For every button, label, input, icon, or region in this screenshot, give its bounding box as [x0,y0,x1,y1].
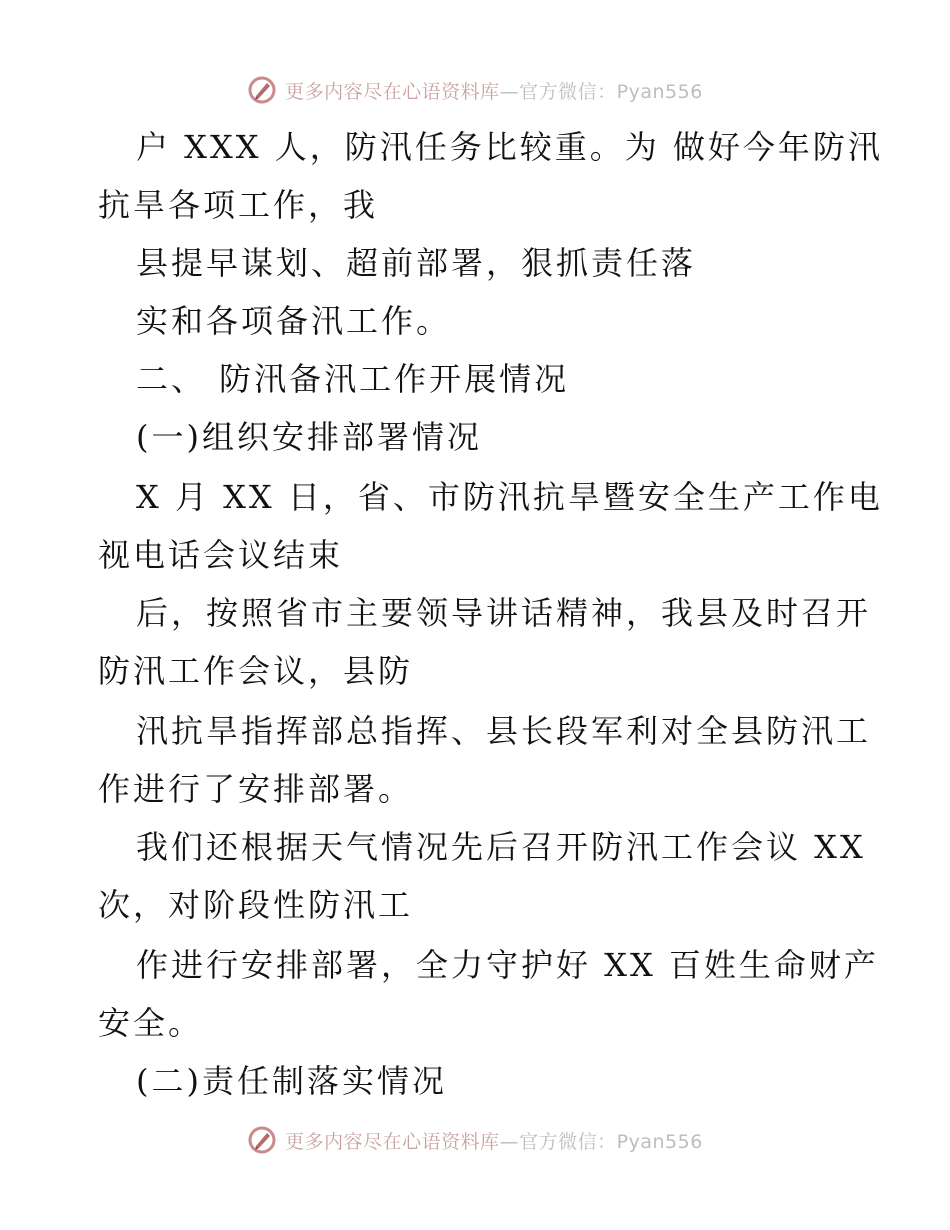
body-line: 县提早谋划、超前部署，狠抓责任落 [136,244,697,282]
body-line: 抗旱各项工作，我 [98,186,379,224]
watermark-main-text: 更多内容尽在心语资料库 [285,1130,500,1153]
body-line: 汛抗旱指挥部总指挥、县长段军利对全县防汛工 [136,712,872,750]
body-line: X 月 XX 日，省、市防汛抗旱暨安全生产工作电 [136,478,883,516]
footer-watermark [0,1120,950,1160]
pen-circle-logo-icon [247,1125,277,1155]
body-line: 后，按照省市主要领导讲话精神，我县及时召开 [136,594,872,632]
section-heading: 二、 防汛备汛工作开展情况 [136,360,570,398]
body-line: 户 XXX 人，防汛任务比较重。为 做好今年防汛 [136,128,883,166]
body-line: 防汛工作会议，县防 [98,652,414,690]
subsection-heading: (二)责任制落实情况 [136,1062,447,1100]
subsection-heading: (一)组织安排部署情况 [136,418,482,456]
body-line: 次，对阶段性防汛工 [98,886,414,924]
watermark-sub-text: —官方微信：Pyan556 [499,80,703,103]
body-line: 作进行了安排部署。 [98,770,414,808]
watermark-main-text: 更多内容尽在心语资料库 [285,80,500,103]
body-line: 视电话会议结束 [98,536,344,574]
body-line: 安全。 [98,1004,204,1042]
body-line: 作进行安排部署，全力守护好 XX 百姓生命财产 [136,946,879,984]
body-line: 实和各项备汛工作。 [136,302,452,340]
body-line: 我们还根据天气情况先后召开防汛工作会议 XX [136,828,866,866]
watermark-sub-text: —官方微信：Pyan556 [499,1130,703,1153]
